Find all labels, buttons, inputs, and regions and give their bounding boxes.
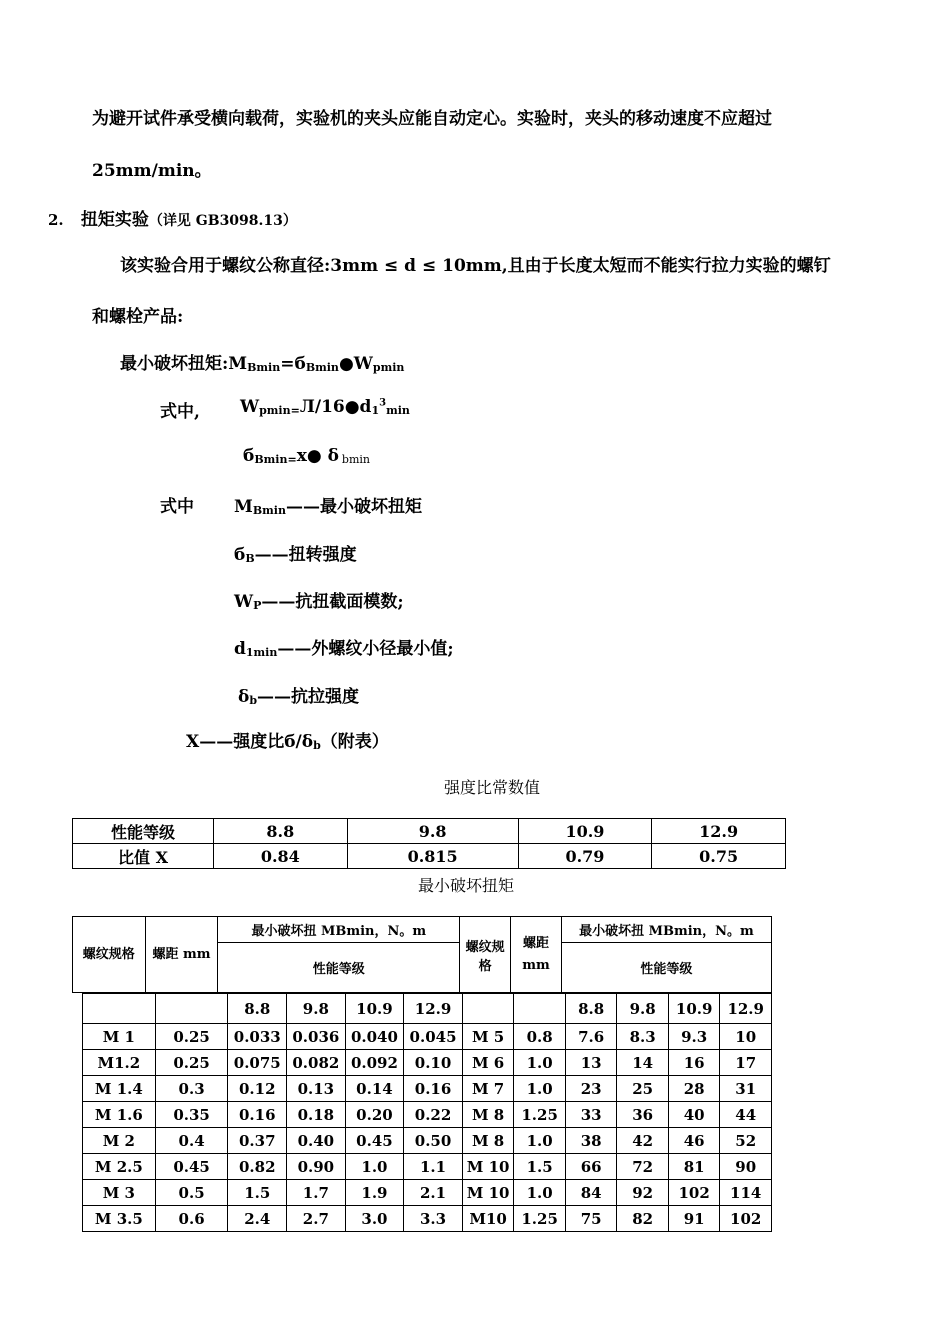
table-cell: 0.16 — [404, 1076, 463, 1102]
def3-text: ——抗扭截面模数; — [261, 592, 404, 612]
table-row — [83, 1050, 772, 1076]
table-cell: 0.16 — [228, 1102, 287, 1128]
def5-sub: b — [249, 694, 258, 707]
table1-cell: 比值 X — [73, 844, 214, 869]
table-cell: 0.18 — [287, 1102, 346, 1128]
table-cell: 0.036 — [287, 1024, 346, 1050]
section-heading — [48, 205, 297, 230]
blank-cell — [514, 994, 566, 1024]
blank-cell — [155, 994, 228, 1024]
table-cell: 0.6 — [155, 1206, 228, 1232]
table-cell: 0.4 — [155, 1128, 228, 1154]
table-cell: 9.3 — [668, 1024, 720, 1050]
wp-a: W — [240, 397, 260, 417]
table-cell: 0.040 — [345, 1024, 404, 1050]
table-row — [83, 1206, 772, 1232]
def1-sub: Bmin — [252, 504, 286, 517]
table-cell: 0.10 — [404, 1050, 463, 1076]
header-pitch-2: 螺距 mm — [511, 917, 562, 993]
formula-main — [120, 349, 404, 374]
table1-cell: 10.9 — [518, 819, 652, 844]
table-cell: 0.25 — [155, 1050, 228, 1076]
def-delta-b — [238, 682, 359, 707]
header-pitch: 螺距 mm — [145, 917, 218, 993]
header-spec: 螺纹规格 — [73, 917, 146, 993]
table-cell: 0.22 — [404, 1102, 463, 1128]
table-cell: 0.40 — [287, 1128, 346, 1154]
table-cell: M 1 — [83, 1024, 156, 1050]
table-cell: 102 — [720, 1206, 772, 1232]
table-row — [83, 1128, 772, 1154]
table-cell: 8.3 — [617, 1024, 669, 1050]
section-ref: （详见 GB3098.13） — [148, 213, 297, 229]
table-cell: 13 — [565, 1050, 617, 1076]
table-cell: 1.9 — [345, 1180, 404, 1206]
sb-sub: Bmin= — [254, 453, 297, 466]
formula-main-sub1: Bmin — [247, 361, 281, 374]
where-label-2: 式中 — [160, 497, 194, 517]
table-cell: 0.50 — [404, 1128, 463, 1154]
table-cell: 0.37 — [228, 1128, 287, 1154]
table-cell: M10 — [462, 1206, 514, 1232]
table-cell: 2.4 — [228, 1206, 287, 1232]
table-cell: 0.082 — [287, 1050, 346, 1076]
table-cell: 46 — [668, 1128, 720, 1154]
table1-cell: 8.8 — [214, 819, 348, 844]
table-cell: 84 — [565, 1180, 617, 1206]
table-cell: 14 — [617, 1050, 669, 1076]
formula-wp — [240, 397, 410, 417]
def1-text: ——最小破坏扭矩 — [285, 497, 422, 517]
wp-sub2: 1 — [371, 404, 380, 417]
table-cell: 2.1 — [404, 1180, 463, 1206]
section-number: 2. — [48, 211, 64, 229]
table-cell: 0.8 — [514, 1024, 566, 1050]
table-cell: 0.045 — [404, 1024, 463, 1050]
table-cell: 1.0 — [514, 1076, 566, 1102]
header-torque-2: 最小破坏扭 MBmin，N。m — [561, 917, 771, 943]
table-cell: M 6 — [462, 1050, 514, 1076]
sb-a: б — [243, 446, 255, 466]
table-cell: 1.0 — [514, 1180, 566, 1206]
table-row — [83, 1076, 772, 1102]
wp-b: Л/16●d — [299, 397, 372, 417]
header-grade-2: 性能等级 — [561, 943, 771, 993]
table-cell: 42 — [617, 1128, 669, 1154]
table-cell: 1.7 — [287, 1180, 346, 1206]
table-cell: M 5 — [462, 1024, 514, 1050]
table-cell: M 3.5 — [83, 1206, 156, 1232]
table-cell: 90 — [720, 1154, 772, 1180]
table1-cell: 0.75 — [652, 844, 786, 869]
def3-sym: W — [234, 592, 254, 612]
def-sigma-b — [234, 540, 357, 565]
table-cell: 16 — [668, 1050, 720, 1076]
formula-main-a: 最小破坏扭矩:M — [120, 354, 248, 374]
table-cell: 1.25 — [514, 1102, 566, 1128]
def4-sym: d — [234, 639, 246, 659]
table-cell: 0.075 — [228, 1050, 287, 1076]
table-cell: 66 — [565, 1154, 617, 1180]
table-cell: 0.14 — [345, 1076, 404, 1102]
table-cell: 36 — [617, 1102, 669, 1128]
grade-cell: 8.8 — [228, 994, 287, 1024]
para2-line2: 和螺栓产品: — [92, 307, 184, 327]
torque-table-header — [72, 916, 772, 993]
grade-cell: 12.9 — [404, 994, 463, 1024]
table-cell: 1.0 — [514, 1128, 566, 1154]
table-cell: 3.3 — [404, 1206, 463, 1232]
def5-text: ——抗拉强度 — [257, 687, 360, 707]
para2-line1: 该实验合用于螺纹公称直径:3mm ≤ d ≤ 10mm,且由于长度太短而不能实行拉力实验的螺钉 — [120, 256, 831, 276]
def-wp — [234, 587, 404, 612]
table1-caption: 强度比常数值 — [444, 778, 541, 797]
table-cell: M 10 — [462, 1154, 514, 1180]
table-cell: M 2 — [83, 1128, 156, 1154]
def4-text: ——外螺纹小径最小值; — [277, 639, 454, 659]
table-cell: 1.0 — [345, 1154, 404, 1180]
formula-sb — [243, 446, 370, 466]
strength-ratio-table — [72, 818, 786, 869]
table-cell: 52 — [720, 1128, 772, 1154]
table1-cell: 0.815 — [347, 844, 518, 869]
def2-text: ——扭转强度 — [254, 545, 357, 565]
para1-line1: 为避开试件承受横向载荷，实验机的夹头应能自动定心。实验时，夹头的移动速度不应超过 — [92, 109, 772, 129]
table-cell: M 1.6 — [83, 1102, 156, 1128]
where-label-1: 式中, — [160, 402, 200, 422]
table-cell: 1.25 — [514, 1206, 566, 1232]
def-mbmin — [234, 492, 422, 517]
table-cell: 0.3 — [155, 1076, 228, 1102]
def-d1min — [234, 634, 454, 659]
table-cell: 0.25 — [155, 1024, 228, 1050]
table1-cell: 0.79 — [518, 844, 652, 869]
def6-post: （附表） — [320, 732, 389, 752]
header-torque: 最小破坏扭 MBmin，N。m — [218, 917, 460, 943]
table1-cell: 12.9 — [652, 819, 786, 844]
table-cell: 33 — [565, 1102, 617, 1128]
grade-cell: 9.8 — [617, 994, 669, 1024]
table-cell: 0.82 — [228, 1154, 287, 1180]
table-cell: 0.033 — [228, 1024, 287, 1050]
table-row — [83, 1024, 772, 1050]
grade-cell: 8.8 — [565, 994, 617, 1024]
def4-sub: 1min — [245, 646, 278, 659]
table-cell: 72 — [617, 1154, 669, 1180]
table-cell: 0.35 — [155, 1102, 228, 1128]
def2-sym: б — [234, 545, 246, 565]
grade-cell: 10.9 — [345, 994, 404, 1024]
table-cell: 38 — [565, 1128, 617, 1154]
def5-sym: δ — [238, 687, 250, 707]
table-cell: 91 — [668, 1206, 720, 1232]
table-cell: 0.12 — [228, 1076, 287, 1102]
table-cell: 0.45 — [345, 1128, 404, 1154]
wp-sub3: min — [386, 404, 410, 417]
table-cell: M 8 — [462, 1102, 514, 1128]
table-cell: 1.5 — [228, 1180, 287, 1206]
table-cell: 1.1 — [404, 1154, 463, 1180]
blank-cell — [462, 994, 514, 1024]
table-row — [83, 1154, 772, 1180]
table-cell: 40 — [668, 1102, 720, 1128]
def1-sym: M — [234, 497, 253, 517]
para1-line2: 25mm/min。 — [92, 161, 212, 181]
table-cell: 0.092 — [345, 1050, 404, 1076]
table-cell: M 8 — [462, 1128, 514, 1154]
table-cell: M1.2 — [83, 1050, 156, 1076]
grade-row — [83, 994, 772, 1024]
table-cell: 1.0 — [514, 1050, 566, 1076]
table1-header-row — [73, 819, 786, 844]
def2-sub: B — [245, 552, 255, 565]
table-cell: 7.6 — [565, 1024, 617, 1050]
table1-cell: 性能等级 — [73, 819, 214, 844]
table-cell: 31 — [720, 1076, 772, 1102]
grade-cell: 12.9 — [720, 994, 772, 1024]
table-cell: 114 — [720, 1180, 772, 1206]
table-cell: M 3 — [83, 1180, 156, 1206]
formula-main-b: =б — [280, 354, 306, 374]
def6-sub: b — [313, 739, 321, 752]
sb-b: x● δ — [296, 446, 339, 466]
table-cell: 23 — [565, 1076, 617, 1102]
grade-cell: 9.8 — [287, 994, 346, 1024]
section-title: 扭矩实验 — [80, 210, 149, 230]
formula-main-c: ●W — [338, 354, 373, 374]
table-cell: 0.45 — [155, 1154, 228, 1180]
table-cell: 17 — [720, 1050, 772, 1076]
table1-value-row — [73, 844, 786, 869]
table-cell: 75 — [565, 1206, 617, 1232]
table-cell: M 2.5 — [83, 1154, 156, 1180]
torque-table — [82, 993, 772, 1232]
grade-cell: 10.9 — [668, 994, 720, 1024]
table1-cell: 9.8 — [347, 819, 518, 844]
table-cell: 0.13 — [287, 1076, 346, 1102]
table-cell: M 1.4 — [83, 1076, 156, 1102]
table-cell: 0.5 — [155, 1180, 228, 1206]
table-cell: 0.90 — [287, 1154, 346, 1180]
def6-pre: X——强度比б/δ — [186, 732, 314, 752]
table-cell: 10 — [720, 1024, 772, 1050]
formula-main-sub3: pmin — [372, 361, 405, 374]
table-cell: 44 — [720, 1102, 772, 1128]
table-cell: 28 — [668, 1076, 720, 1102]
table-cell: M 7 — [462, 1076, 514, 1102]
def-x — [186, 727, 389, 752]
table-cell: 3.0 — [345, 1206, 404, 1232]
header-grade: 性能等级 — [218, 943, 460, 993]
wp-sup: 3 — [379, 397, 387, 409]
def3-sub: P — [253, 599, 262, 612]
table-cell: 102 — [668, 1180, 720, 1206]
table-cell: M 10 — [462, 1180, 514, 1206]
table-cell: 2.7 — [287, 1206, 346, 1232]
wp-sub: pmin= — [259, 404, 300, 417]
table-cell: 81 — [668, 1154, 720, 1180]
formula-main-sub2: Bmin — [305, 361, 339, 374]
table-row — [83, 1102, 772, 1128]
table1-cell: 0.84 — [214, 844, 348, 869]
table-cell: 82 — [617, 1206, 669, 1232]
table-cell: 25 — [617, 1076, 669, 1102]
table-cell: 0.20 — [345, 1102, 404, 1128]
sb-sub2: bmin — [341, 453, 370, 466]
table-cell: 92 — [617, 1180, 669, 1206]
table-cell: 1.5 — [514, 1154, 566, 1180]
table-row — [83, 1180, 772, 1206]
table2-caption: 最小破坏扭矩 — [418, 876, 515, 895]
header-spec-2: 螺纹规格 — [460, 917, 511, 993]
blank-cell — [83, 994, 156, 1024]
